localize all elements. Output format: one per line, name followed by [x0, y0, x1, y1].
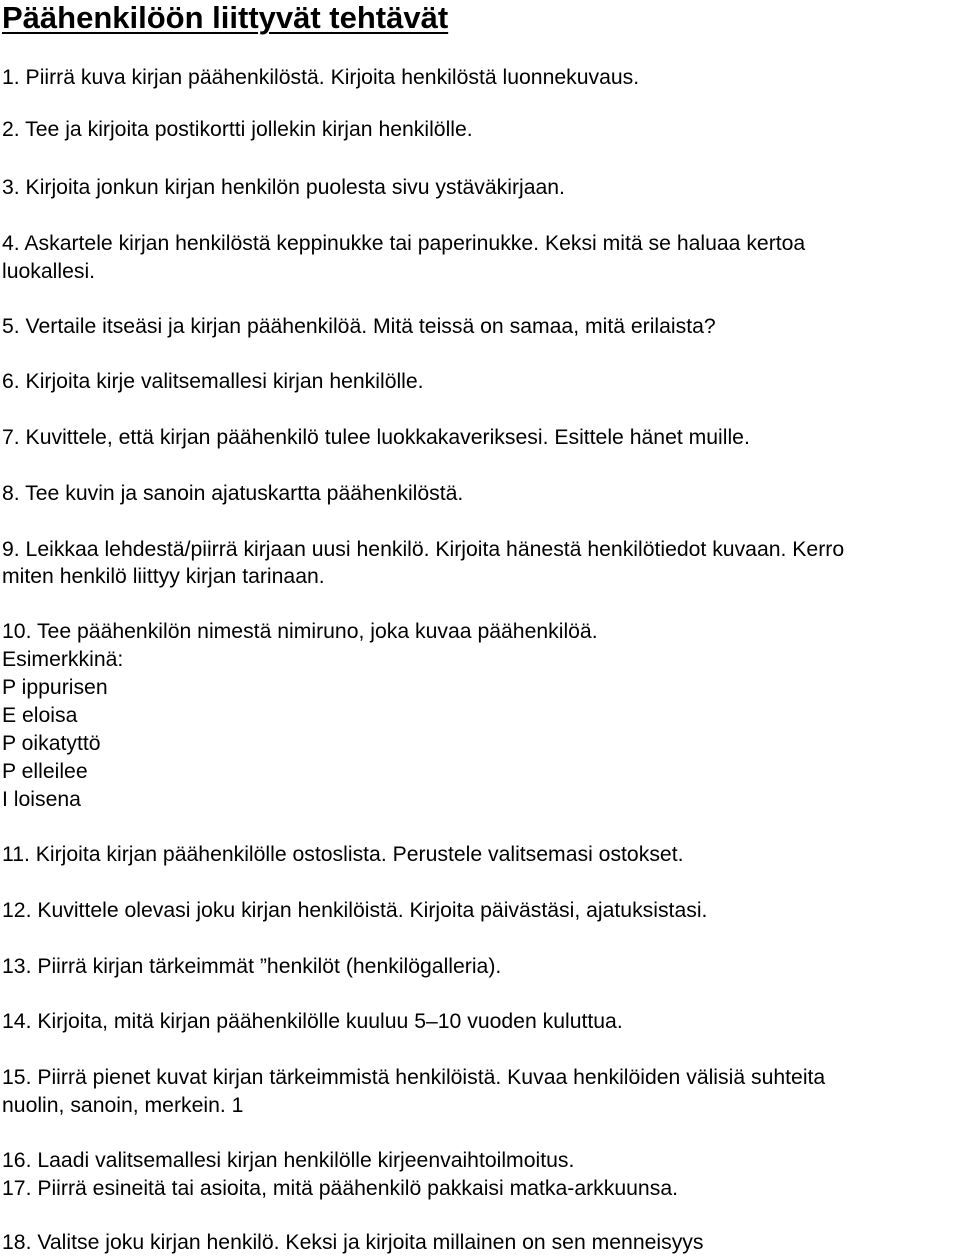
task-15-line-2: nuolin, sanoin, merkein. 1 — [2, 1094, 244, 1117]
task-9-line-2: miten henkilö liittyy kirjan tarinaan. — [2, 565, 325, 588]
task-14: 14. Kirjoita, mitä kirjan päähenkilölle kuuluu 5–10 vuoden kuluttua. — [2, 1010, 623, 1033]
task-7: 7. Kuvittele, että kirjan päähenkilö tulee luokkakaveriksesi. Esittele hänet muille. — [2, 426, 750, 449]
task-17: 17. Piirrä esineitä tai asioita, mitä päähenkilö pakkaisi matka-arkkuunsa. — [2, 1177, 678, 1200]
task-3: 3. Kirjoita jonkun kirjan henkilön puolesta sivu ystäväkirjaan. — [2, 176, 565, 199]
task-10-example-line: P oikatyttö — [2, 732, 101, 755]
task-2: 2. Tee ja kirjoita postikortti jollekin kirjan henkilölle. — [2, 118, 473, 141]
page-title: Päähenkilöön liittyvät tehtävät — [2, 0, 449, 35]
task-10-example-line: P ippurisen — [2, 676, 108, 699]
task-10-example-line: P elleilee — [2, 760, 88, 783]
task-8: 8. Tee kuvin ja sanoin ajatuskartta päähenkilöstä. — [2, 482, 464, 505]
task-4-line-1: 4. Askartele kirjan henkilöstä keppinukke tai paperinukke. Keksi mitä se haluaa kertoa — [2, 232, 806, 255]
task-16: 16. Laadi valitsemallesi kirjan henkilölle kirjeenvaihtoilmoitus. — [2, 1149, 575, 1172]
task-10-example-label: Esimerkkinä: — [2, 648, 124, 671]
task-13: 13. Piirrä kirjan tärkeimmät ”henkilöt (henkilögalleria). — [2, 955, 502, 978]
task-10: 10. Tee päähenkilön nimestä nimiruno, joka kuvaa päähenkilöä. — [2, 620, 598, 643]
task-18: 18. Valitse joku kirjan henkilö. Keksi ja kirjoita millainen on sen menneisyys — [2, 1231, 704, 1254]
task-10-example-line: E eloisa — [2, 704, 78, 727]
task-6: 6. Kirjoita kirje valitsemallesi kirjan henkilölle. — [2, 370, 424, 393]
task-11: 11. Kirjoita kirjan päähenkilölle ostoslista. Perustele valitsemasi ostokset. — [2, 843, 684, 866]
task-5: 5. Vertaile itseäsi ja kirjan päähenkilöä. Mitä teissä on samaa, mitä erilaista? — [2, 315, 716, 338]
task-4-line-2: luokallesi. — [2, 260, 96, 283]
task-10-example-line: I loisena — [2, 788, 81, 811]
task-15-line-1: 15. Piirrä pienet kuvat kirjan tärkeimmistä henkilöistä. Kuvaa henkilöiden välisiä suhteita — [2, 1066, 826, 1089]
task-9-line-1: 9. Leikkaa lehdestä/piirrä kirjaan uusi henkilö. Kirjoita hänestä henkilötiedot kuvaan. Kerro — [2, 538, 845, 561]
task-12: 12. Kuvittele olevasi joku kirjan henkilöistä. Kirjoita päivästäsi, ajatuksistasi. — [2, 899, 708, 922]
task-1: 1. Piirrä kuva kirjan päähenkilöstä. Kirjoita henkilöstä luonnekuvaus. — [2, 66, 640, 89]
